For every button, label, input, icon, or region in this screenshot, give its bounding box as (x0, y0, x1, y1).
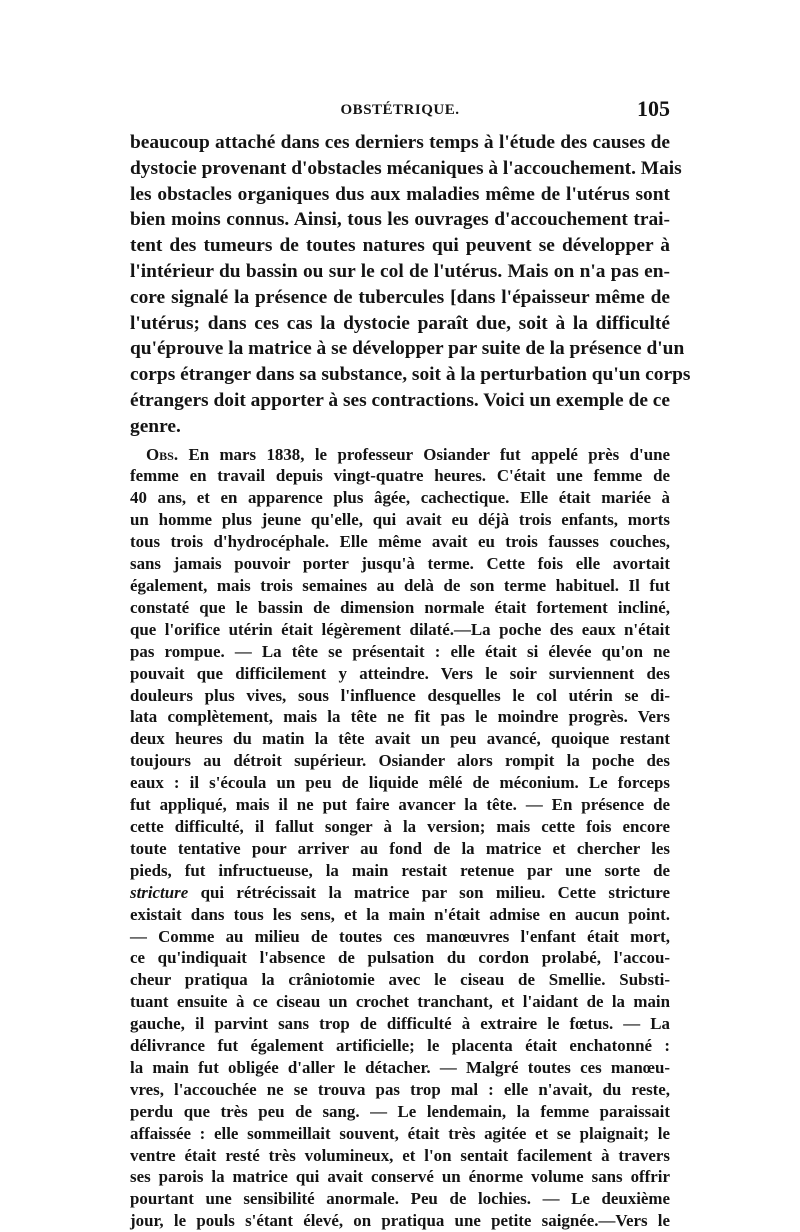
text-line: lata complètement, mais la tête ne fit pas le moindre progrès. Vers (130, 707, 670, 727)
stricture-line-rest: qui rétrécissait la matrice par son milieu. Cette stricture (188, 882, 670, 902)
text-line: toujours au détroit supérieur. Osiander alors rompit la poche des (130, 751, 670, 771)
text-line: cheur pratiqua la crâniotomie avec le ciseau de Smellie. Substi- (130, 970, 670, 990)
text-line: vres, l'accouchée ne se trouva pas trop mal : elle n'avait, du reste, (130, 1079, 670, 1099)
text-line: beaucoup attaché dans ces derniers temps à l'étude des causes de (130, 132, 670, 153)
text-line: perdu que très peu de sang. — Le lendemain, la femme paraissait (130, 1101, 670, 1121)
text-line: dystocie provenant d'obstacles mécaniques à l'accouchement. Mais (130, 157, 682, 179)
text-line: ce qu'indiquait l'absence de pulsation du cordon prolabé, l'accou- (130, 948, 670, 968)
text-line: pieds, fut infructueuse, la main restait retenue par une sorte de (130, 860, 670, 880)
text-line: l'intérieur du bassin ou sur le col de l'utérus. Mais on n'a pas en- (130, 260, 670, 282)
text-line: douleurs plus vives, sous l'influence desquelles le col utérin se di- (130, 685, 670, 705)
text-line: étrangers doit apporter à ses contractions. Voici un exemple de ce (130, 389, 670, 411)
text-line: qu'éprouve la matrice à se développer par suite de la présence d'un (130, 338, 685, 360)
text-line: ventre était resté très volumineux, et l'on sentait facilement à travers (130, 1145, 670, 1165)
intro-paragraph (130, 130, 691, 440)
text-line: également, mais trois semaines au delà de son terme habituel. Il fut (130, 576, 670, 595)
book-page (130, 96, 691, 1232)
text-line: les obstacles organiques dus aux maladies même de l'utérus sont (130, 183, 670, 205)
text-line: sans jamais pouvoir porter jusqu'à terme. Cette fois elle avortait (130, 554, 670, 574)
text-line: bien moins connus. Ainsi, tous les ouvrages d'accouchement trai- (130, 209, 670, 231)
text-line: pourtant une sensibilité anormale. Peu de lochies. — Le deuxième (130, 1189, 670, 1209)
text-line: existait dans tous les sens, et la main n'était admise en aucun point. (130, 904, 670, 924)
text-line: ses parois la matrice qui avait conservé un énorme volume sans offrir (130, 1167, 670, 1187)
text-line: femme en travail depuis vingt-quatre heures. C'était une femme de (130, 466, 670, 486)
text-line: pouvait que difficilement y atteindre. Vers le soir surviennent des (130, 663, 670, 683)
text-line: affaissée : elle sommeillait souvent, était très agitée et se plaignait; le (130, 1123, 670, 1143)
text-line: — Comme au milieu de toutes ces manœuvres l'enfant était mort, (130, 926, 670, 946)
text-line: gauche, il parvint sans trop de difficulté à extraire le fœtus. — La (130, 1014, 670, 1034)
text-line: tuant ensuite à ce ciseau un crochet tranchant, et l'aidant de la main (130, 992, 670, 1012)
text-line: l'utérus; dans ces cas la dystocie paraît due, soit à la difficulté (130, 312, 670, 334)
text-line: fut appliqué, mais il ne put faire avancer la tête. — En présence de (130, 795, 670, 815)
text-line: pas rompue. — La tête se présentait : elle était si élevée qu'on ne (130, 641, 670, 661)
text-line: corps étranger dans sa substance, soit à la perturbation qu'un corps (130, 364, 691, 386)
text-line: eaux : il s'écoula un peu de liquide mêlé de méconium. Le forceps (130, 773, 670, 793)
obs-label: Obs. (146, 444, 179, 464)
obs-lines-group (130, 904, 670, 1232)
text-line: un homme plus jeune qu'elle, qui avait eu déjà trois enfants, morts (130, 510, 670, 530)
text-line: core signalé la présence de tubercules [dans l'épaisseur même de (130, 286, 670, 308)
stricture-word: stricture (130, 882, 189, 902)
text-line: genre. (130, 415, 181, 437)
obs-lines-group (130, 465, 670, 881)
text-line: toute tentative pour arriver au fond de la matrice et chercher les (130, 838, 670, 858)
observation-paragraph (130, 444, 670, 1232)
obs-first-line: En mars 1838, le professeur Osiander fut appelé près d'une (178, 444, 670, 464)
text-line: cette difficulté, il fallut songer à la version; mais cette fois encore (130, 816, 670, 836)
text-line: tous trois d'hydrocéphale. Elle même avait eu trois fausses couches, (130, 532, 670, 552)
text-line: constaté que le bassin de dimension normale était fortement incliné, (130, 597, 670, 617)
page-number: 105 (637, 96, 670, 121)
running-head: OBSTÉTRIQUE. (340, 102, 460, 118)
text-line: la main fut obligée d'aller le détacher. — Malgré toutes ces manœu- (130, 1057, 670, 1077)
text-line: que l'orifice utérin était légèrement dilaté.—La poche des eaux n'était (130, 619, 670, 639)
text-line: deux heures du matin la tête avait un peu avancé, quoique restant (130, 729, 670, 749)
text-line: délivrance fut également artificielle; le placenta était enchatonné : (130, 1036, 670, 1056)
text-line: 40 ans, et en apparence plus âgée, cachectique. Elle était mariée à (130, 488, 670, 508)
text-line: tent des tumeurs de toutes natures qui peuvent se développer à (130, 235, 670, 257)
text-line (130, 444, 670, 466)
text-line (130, 882, 670, 904)
page-header (130, 96, 670, 130)
text-line: jour, le pouls s'étant élevé, on pratiqua une petite saignée.—Vers le (130, 1211, 670, 1231)
